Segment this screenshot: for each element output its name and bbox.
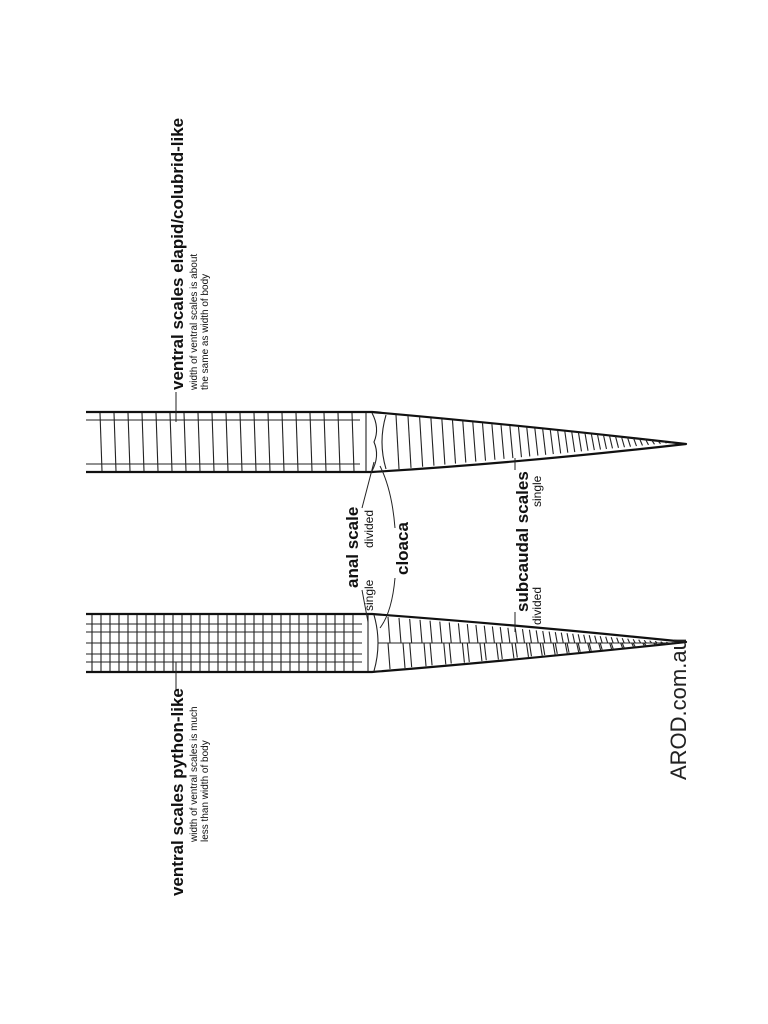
subcaudal-scale-line	[578, 634, 580, 643]
elapid-ventral-scales	[86, 413, 360, 471]
subcaudal-scale-line	[492, 626, 494, 643]
subcaudal-scale-line	[500, 643, 502, 659]
subcaudal-scales-text: subcaudal scales	[513, 471, 532, 612]
subcaudal-scale-line	[510, 426, 513, 458]
python-body-scales	[86, 615, 362, 671]
subcaudal-scale-line	[476, 625, 478, 643]
subcaudal-scale-line	[440, 622, 442, 643]
ventral-scale-line	[296, 413, 298, 471]
subcaudal-scale-line	[522, 629, 524, 643]
elapid-title-label	[168, 118, 187, 390]
ventral-scale-line	[212, 413, 214, 471]
subcaudal-scale-line	[449, 643, 451, 664]
subcaudal-scale-line	[420, 620, 422, 643]
cloaca-leader-upper	[380, 466, 395, 528]
ventral-scale-line	[268, 413, 270, 471]
subcaudal-scale-line	[463, 421, 466, 462]
subcaudal-scale-line	[543, 429, 546, 455]
subcaudal-scale-line	[591, 434, 594, 450]
subcaudal-scale-line	[540, 643, 542, 656]
subcaudal-scale-line	[561, 633, 563, 643]
ventral-scale-line	[170, 413, 172, 471]
ventral-scale-line	[352, 413, 354, 471]
subcaudal-scale-line	[606, 637, 608, 643]
ventral-scale-line	[128, 413, 130, 471]
subcaudal-scale-line	[621, 437, 624, 447]
subcaudal-scale-line	[617, 638, 619, 643]
subcaudal-scale-line	[399, 618, 401, 643]
python-note-line-1: width of ventral scales is much	[189, 706, 200, 842]
subcaudal-scale-line	[515, 643, 517, 658]
subcaudal-scale-line	[584, 635, 586, 643]
subcaudal-scale-line	[467, 643, 469, 662]
anal-single-text: single	[362, 579, 376, 611]
subcaudal-scale-line	[555, 643, 557, 654]
subcaudal-single-label	[530, 475, 544, 507]
subcaudal-scale-line	[403, 643, 405, 668]
ventral-scale-line	[142, 413, 144, 471]
subcaudal-scale-line	[611, 637, 613, 643]
python-title-text: ventral scales python-like	[168, 688, 187, 896]
subcaudal-scale-line	[603, 435, 606, 449]
ventral-scale-line	[114, 413, 116, 471]
subcaudal-scale-line	[424, 643, 426, 666]
anal-divided-text: divided	[362, 509, 376, 548]
subcaudal-scale-line	[628, 639, 630, 643]
subcaudal-scale-line	[396, 415, 399, 469]
subcaudal-scale-line	[597, 434, 600, 449]
ventral-scale-line	[310, 413, 312, 471]
cloaca-label	[393, 522, 412, 575]
ventral-scale-line	[100, 413, 102, 471]
subcaudal-scale-line	[496, 643, 498, 660]
subcaudal-divided-text: divided	[530, 586, 544, 625]
elapid-note-label	[189, 254, 211, 391]
credit-label	[666, 638, 691, 780]
subcaudal-scale-line	[526, 643, 528, 657]
python-title-label	[168, 688, 187, 896]
subcaudal-scale-line	[492, 424, 495, 460]
subcaudal-scale-line	[515, 628, 517, 643]
subcaudal-scale-line	[543, 631, 545, 643]
subcaudal-scale-line	[572, 432, 575, 452]
subcaudal-scale-line	[555, 632, 557, 643]
subcaudal-scale-line	[536, 630, 538, 643]
python-subcaudal-scales	[378, 617, 678, 669]
python-note-label	[189, 706, 211, 843]
cloaca-leader-lower	[380, 578, 395, 628]
subcaudal-scale-line	[420, 417, 423, 466]
subcaudal-scale-line	[431, 418, 434, 465]
anal-single-label	[362, 579, 376, 611]
ventral-scale-line	[324, 413, 326, 471]
anal-divided-leader	[362, 462, 374, 508]
subcaudal-scale-line	[430, 621, 432, 643]
anal-divided-label	[362, 510, 376, 548]
subcaudal-scale-line	[550, 430, 553, 454]
subcaudal-scale-line	[408, 416, 411, 468]
subcaudal-scale-line	[449, 622, 451, 643]
subcaudal-scale-line	[573, 634, 575, 643]
subcaudal-single-text: single	[530, 475, 544, 507]
ventral-scale-line	[184, 413, 186, 471]
elapid-note-line-2: the same as width of body	[200, 273, 211, 390]
subcaudal-scale-line	[589, 635, 591, 643]
subcaudal-scale-line	[484, 626, 486, 643]
ventral-scale-line	[240, 413, 242, 471]
python-note-line-2: less than width of body	[200, 740, 211, 842]
subcaudal-scale-line	[388, 617, 390, 643]
subcaudal-scale-line	[484, 643, 486, 660]
subcaudal-scale-line	[512, 643, 514, 658]
ventral-scale-line	[282, 413, 284, 471]
subcaudal-scale-line	[549, 632, 551, 643]
subcaudal-scale-line	[578, 433, 581, 452]
subcaudal-scale-line	[609, 436, 612, 449]
python-anal-scale	[368, 615, 378, 671]
cloaca-text: cloaca	[393, 522, 412, 575]
subcaudal-scale-line	[543, 643, 545, 655]
anal-scale-text: anal scale	[343, 506, 362, 588]
subcaudal-scale-line	[430, 643, 432, 665]
subcaudal-scale-line	[483, 423, 486, 460]
subcaudal-scale-line	[453, 420, 456, 463]
subcaudal-scale-line	[462, 643, 464, 663]
subcaudal-scale-line	[585, 433, 588, 451]
subcaudal-scale-line	[501, 425, 504, 459]
subcaudal-scale-line	[595, 636, 597, 643]
subcaudal-scale-line	[558, 431, 561, 454]
ventral-scale-line	[254, 413, 256, 471]
ventral-scale-line	[156, 413, 158, 471]
elapid-title-text: ventral scales elapid/colubrid-like	[168, 117, 187, 390]
ventral-scale-line	[226, 413, 228, 471]
subcaudal-scale-line	[473, 422, 476, 461]
subcaudal-scale-line	[565, 431, 568, 452]
subcaudal-scale-line	[622, 638, 624, 643]
subcaudal-scale-line	[553, 643, 555, 654]
subcaudal-scale-line	[633, 639, 635, 643]
subcaudal-scale-line	[444, 643, 446, 664]
subcaudal-scale-line	[467, 624, 469, 643]
subcaudal-scale-line	[508, 628, 510, 643]
subcaudal-scale-line	[518, 427, 521, 457]
subcaudal-scale-line	[480, 643, 482, 661]
subcaudal-scale-line	[529, 643, 531, 656]
subcaudal-scale-line	[615, 436, 618, 448]
subcaudal-scale-line	[388, 643, 390, 669]
subcaudal-scale-line	[410, 643, 412, 667]
subcaudal-scale-line	[529, 630, 531, 643]
subcaudal-scale-line	[500, 627, 502, 643]
elapid-anal-scale	[366, 413, 386, 471]
ventral-scale-line	[198, 413, 200, 471]
subcaudal-divided-label	[530, 587, 544, 625]
elapid-subcaudal-scales	[396, 415, 672, 469]
subcaudal-scale-line	[442, 419, 445, 464]
subcaudal-scale-line	[600, 636, 602, 643]
elapid-note-line-1: width of ventral scales is about	[189, 253, 200, 390]
subcaudal-scale-line	[567, 633, 569, 643]
subcaudal-scale-line	[527, 428, 530, 457]
ventral-scale-line	[338, 413, 340, 471]
subcaudal-scale-line	[410, 619, 412, 643]
subcaudal-scale-line	[535, 428, 538, 455]
credit-text: AROD.com.au	[666, 638, 691, 780]
subcaudal-scale-line	[458, 623, 460, 643]
anal-scale-label	[343, 507, 362, 588]
